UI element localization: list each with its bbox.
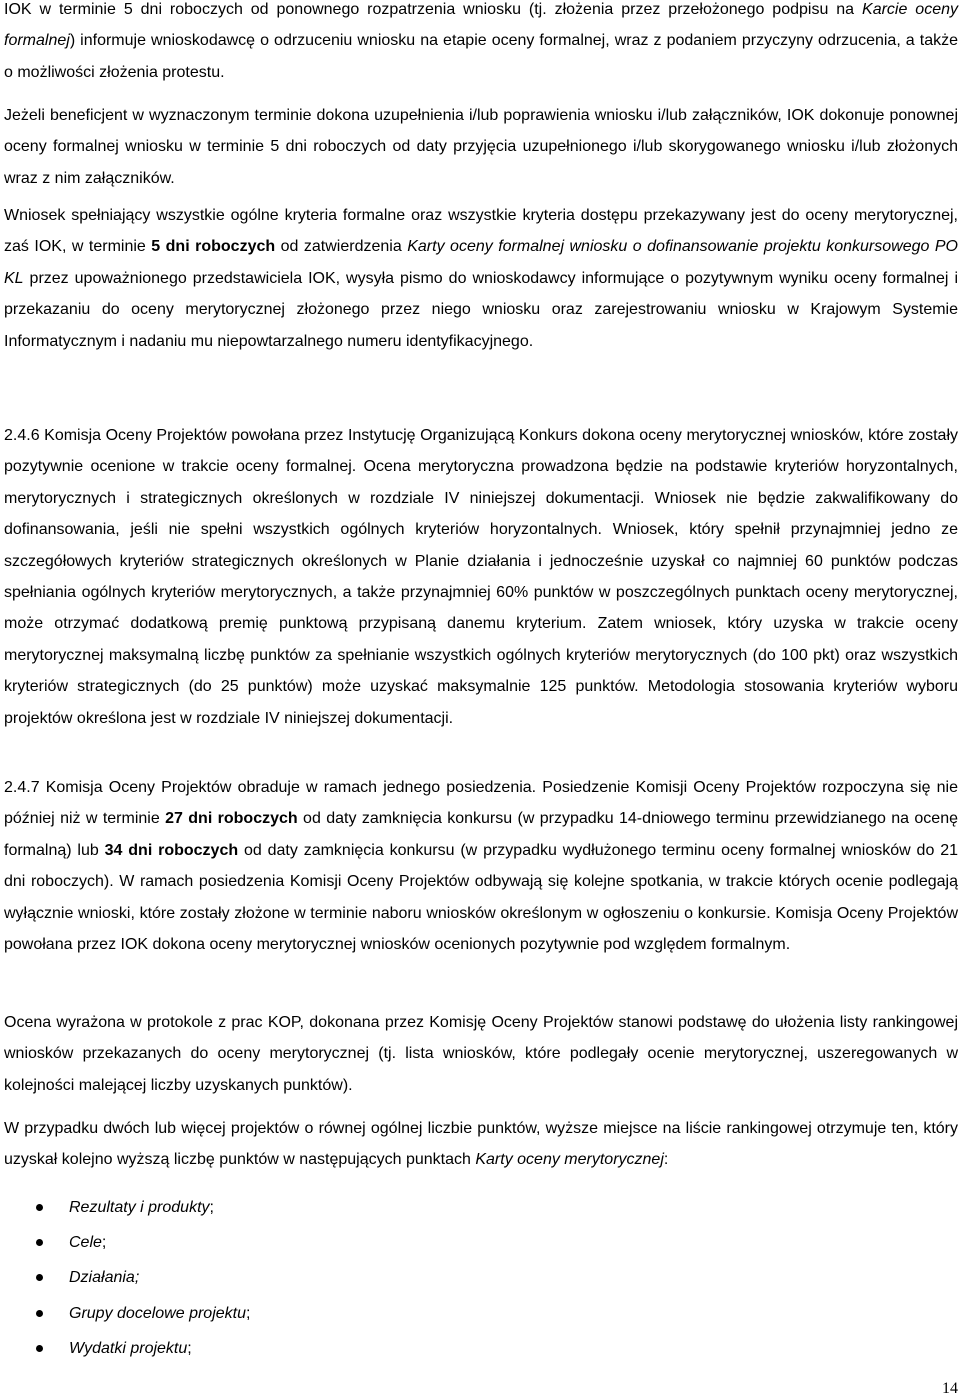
bullet-dot-icon [36,1239,43,1246]
paragraph-ranking-list: Ocena wyrażona w protokole z prac KOP, dokonana przez Komisję Oceny Projektów stanowi podstawę do ułożenia listy rankingowej wniosków przekazanych do oceny merytorycznej (tj. lista wniosków, które podlegały ocenie merytorycznej, uszeregowanych w kolejności malejącej liczby uzyskanych punktów). [4,1014,958,1094]
paragraph-formal-pass: Wniosek spełniający wszystkie ogólne kryteria formalne oraz wszystkie kryteria dostępu przekazywany jest do oceny merytorycznej, zaś IOK, w terminie 5 dni roboczych od zatwierdzenia Karty oceny formalnej wniosku o dofinansowanie projektu konkursowego PO KL przez upoważnionego przedstawiciela IOK, wysyła pismo do wnioskodawcy informujące o pozytywnym wyniku oceny formalnej i przekazaniu do oceny merytorycznej złożonego przez niego wniosku oraz zarejestrowaniu wniosku w Krajowym Systemie Informatycznym i nadaniu mu niepowtarzalnego numeru identyfikacyjnego. [4,207,958,350]
list-item: Rezultaty i produkty; [4,1192,250,1227]
list-item: Grupy docelowe projektu; [4,1298,250,1333]
list-item: Cele; [4,1227,250,1262]
paragraph-resubmission: Jeżeli beneficjent w wyznaczonym terminie dokona uzupełnienia i/lub poprawienia wniosku i/lub załączników, IOK dokonuje ponownej oceny formalnej wniosku w terminie 5 dni roboczych od daty przyjęcia uzupełnionego i/lub skorygowanego wniosku i/lub złożonych wraz z nim załączników. [4,107,958,187]
bullet-dot-icon [36,1204,43,1211]
bullet-dot-icon [36,1274,43,1281]
list-item: Działania; [4,1262,250,1297]
paragraph-protest-info: IOK w terminie 5 dni roboczych od ponownego rozpatrzenia wniosku (tj. złożenia przez przełożonego podpisu na Karcie oceny formalnej) informuje wnioskodawcę o odrzuceniu wniosku na etapie oceny formalnej, wraz z podaniem przyczyny odrzucenia, a także o możliwości złożenia protestu. [4,1,958,81]
bullet-dot-icon [36,1310,43,1317]
criteria-bullet-list [4,1192,250,1368]
paragraph-section-2-4-6: 2.4.6 Komisja Oceny Projektów powołana przez Instytucję Organizującą Konkurs dokona oceny merytorycznej wniosków, które zostały pozytywnie ocenione w trakcie oceny formalnej. Ocena merytoryczna prowadzona będzie na podstawie kryteriów horyzontalnych, merytorycznych i strategicznych określonych w rozdziale IV niniejszej dokumentacji. Wniosek nie będzie zakwalifikowany do dofinansowania, jeśli nie spełni wszystkich ogólnych kryteriów horyzontalnych. Wniosek, który spełnił przynajmniej jedno ze szczegółowych kryteriów strategicznych określonych w Planie działania i jednocześnie uzyskał co najmniej 60 punktów podczas spełniania ogólnych kryteriów merytorycznych, a także przynajmniej 60% punktów w poszczególnych punktach oceny merytorycznej, może otrzymać dodatkową premię punktową przypisaną danemu kryterium. Zatem wniosek, który uzyska w trakcie oceny merytorycznej maksymalną liczbę punktów za spełnianie wszystkich ogólnych kryteriów merytorycznych (do 100 pkt) oraz wszystkich kryteriów strategicznych (do 25 punktów) może uzyskać maksymalnie 125 punktów. Metodologia stosowania kryteriów wyboru projektów określona jest w rozdziale IV niniejszej dokumentacji. [4,427,958,727]
page-number: 14 [942,1380,958,1397]
list-item: Wydatki projektu; [4,1333,250,1368]
paragraph-tie-break: W przypadku dwóch lub więcej projektów o równej ogólnej liczbie punktów, wyższe miejsce na liście rankingowej otrzymuje ten, który uzyskał kolejno wyższą liczbę punktów w następujących punktach Karty oceny merytorycznej: [4,1120,958,1169]
paragraph-section-2-4-7: 2.4.7 Komisja Oceny Projektów obraduje w ramach jednego posiedzenia. Posiedzenie Komisji Oceny Projektów rozpoczyna się nie później niż w terminie 27 dni roboczych od daty zamknięcia konkursu (w przypadku 14-dniowego terminu przewidzianego na ocenę formalną) lub 34 dni roboczych od daty zamknięcia konkursu (w przypadku wydłużonego terminu oceny formalnej wniosków do 21 dni roboczych). W ramach posiedzenia Komisji Oceny Projektów odbywają się kolejne spotkania, w trakcie których ocenie podlegają wyłącznie wnioski, które zostały złożone w terminie naboru wniosków określonym w ogłoszeniu o konkursie. Komisja Oceny Projektów powołana przez IOK dokona oceny merytorycznej wniosków ocenionych pozytywnie pod względem formalnym. [4,779,959,954]
bullet-dot-icon [36,1345,43,1352]
